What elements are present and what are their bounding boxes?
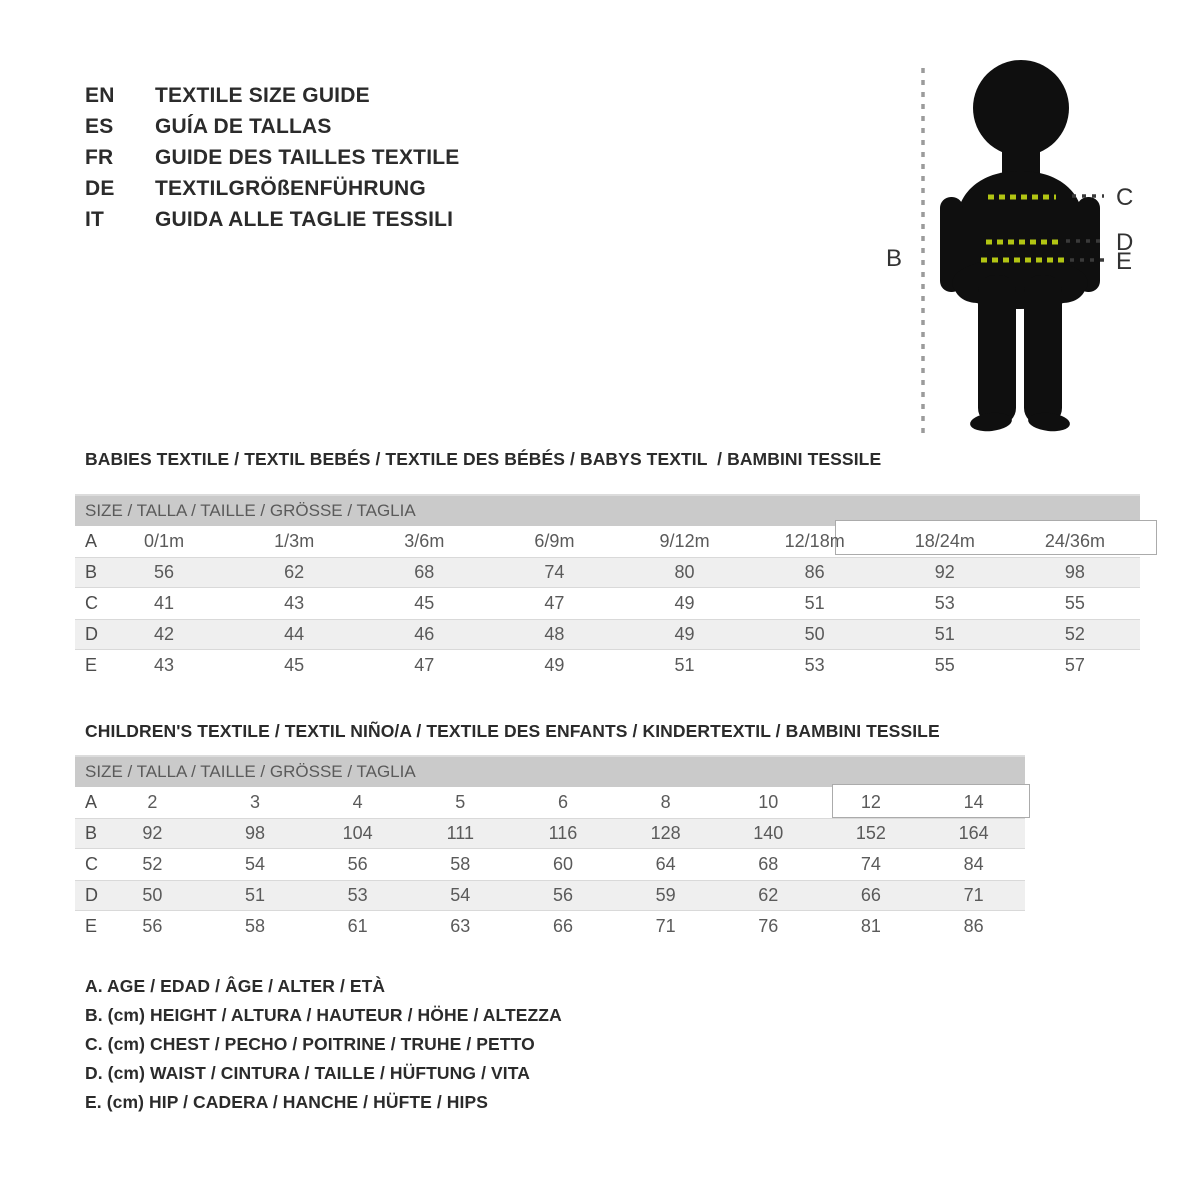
size-value-cell: 57 [1064, 655, 1085, 675]
size-value-cell: 80 [620, 557, 750, 588]
lang-row-it [85, 204, 459, 235]
size-value-cell: 76 [758, 916, 779, 936]
measurement-legend [85, 972, 562, 1117]
lang-title: TEXTILE SIZE GUIDE [155, 83, 370, 107]
table-row [75, 650, 1140, 681]
size-value-cell: 48 [489, 619, 619, 650]
legend-row: A. AGE / EDAD / ÂGE / ALTER / ETÀ [85, 976, 386, 996]
size-value-cell: 18/24m [914, 531, 975, 551]
size-value-cell: 74 [860, 854, 881, 874]
size-value-cell: 41 [154, 593, 175, 613]
size-header-cell: SIZE / TALLA / TAILLE / GRÖSSE / TAGLIA [75, 756, 1025, 787]
label-height-B: B [886, 245, 903, 272]
size-value-cell: 81 [860, 916, 881, 936]
child-silhouette-figure [860, 45, 1180, 445]
size-value-cell: 50 [750, 619, 880, 650]
size-value-cell: 66 [552, 916, 573, 936]
label-chest-C: C [1116, 184, 1134, 211]
size-value-cell: 140 [717, 818, 820, 849]
size-value-cell: 4 [352, 792, 363, 812]
size-value-cell: 53 [804, 655, 825, 675]
size-value-cell: 60 [552, 854, 573, 874]
size-value-cell: 52 [1010, 619, 1140, 650]
size-value-cell: 92 [101, 818, 204, 849]
size-value-cell: 84 [963, 854, 984, 874]
label-hip-E: E [1116, 248, 1133, 275]
size-value-cell: 56 [142, 916, 163, 936]
size-value-cell: 86 [963, 916, 984, 936]
size-value-cell: 45 [414, 593, 435, 613]
lang-row-es [85, 111, 459, 142]
size-value-cell: 3 [249, 792, 260, 812]
legend-row: B. (cm) HEIGHT / ALTURA / HAUTEUR / HÖHE / ALTEZZA [85, 1005, 562, 1025]
size-value-cell: 8 [660, 792, 671, 812]
size-value-cell: 61 [347, 916, 368, 936]
size-value-cell: 44 [229, 619, 359, 650]
table-row [75, 787, 1025, 818]
size-value-cell: 54 [244, 854, 265, 874]
table-row [75, 880, 1025, 911]
row-label: B [75, 557, 99, 588]
size-value-cell: 47 [544, 593, 565, 613]
language-title-list [85, 80, 459, 235]
table-row [75, 619, 1140, 650]
size-value-cell: 58 [450, 854, 471, 874]
size-value-cell: 51 [204, 880, 307, 911]
size-value-cell: 62 [717, 880, 820, 911]
children-table-title: CHILDREN'S TEXTILE / TEXTIL NIÑO/A / TEXTILE DES ENFANTS / KINDERTEXTIL / BAMBINI TESSILE [85, 721, 940, 741]
size-value-cell: 10 [758, 792, 779, 812]
size-value-cell: 55 [1064, 593, 1085, 613]
size-value-cell: 86 [750, 557, 880, 588]
size-value-cell: 55 [934, 655, 955, 675]
babies-table-title: BABIES TEXTILE / TEXTIL BEBÉS / TEXTILE DES BÉBÉS / BABYS TEXTIL / BAMBINI TESSILE [85, 449, 882, 469]
size-value-cell: 98 [204, 818, 307, 849]
size-value-cell: 5 [455, 792, 466, 812]
size-value-cell: 9/12m [659, 531, 710, 551]
size-value-cell: 12/18m [784, 531, 845, 551]
size-value-cell: 51 [880, 619, 1010, 650]
row-label: C [85, 854, 98, 874]
table-row [75, 849, 1025, 880]
row-label: A [85, 792, 98, 812]
size-value-cell: 71 [922, 880, 1025, 911]
lang-title: GUÍA DE TALLAS [155, 114, 332, 138]
size-value-cell: 12 [860, 792, 881, 812]
row-label: E [85, 916, 98, 936]
label-waist-D: D [1116, 229, 1134, 256]
size-value-cell: 6/9m [534, 531, 575, 551]
size-value-cell: 42 [99, 619, 229, 650]
size-value-cell: 56 [99, 557, 229, 588]
size-value-cell: 53 [306, 880, 409, 911]
lang-code: IT [85, 207, 105, 231]
size-value-cell: 52 [142, 854, 163, 874]
size-value-cell: 128 [614, 818, 717, 849]
size-value-cell: 51 [804, 593, 825, 613]
row-label: D [75, 880, 101, 911]
size-value-cell: 64 [655, 854, 676, 874]
table-row [75, 557, 1140, 588]
size-value-cell: 71 [655, 916, 676, 936]
size-value-cell: 56 [347, 854, 368, 874]
lang-code: FR [85, 145, 114, 169]
size-value-cell: 14 [963, 792, 984, 812]
table-header-row [75, 756, 1025, 787]
children-size-table [75, 755, 1025, 942]
table-row [75, 818, 1025, 849]
size-value-cell: 68 [758, 854, 779, 874]
size-value-cell: 50 [101, 880, 204, 911]
babies-size-table [75, 494, 1140, 681]
size-value-cell: 53 [934, 593, 955, 613]
size-value-cell: 3/6m [404, 531, 445, 551]
size-value-cell: 1/3m [274, 531, 315, 551]
size-value-cell: 58 [244, 916, 265, 936]
size-value-cell: 49 [620, 619, 750, 650]
child-silhouette [940, 60, 1100, 433]
table-row [75, 911, 1025, 942]
size-value-cell: 46 [359, 619, 489, 650]
size-value-cell: 43 [284, 593, 305, 613]
size-value-cell: 0/1m [144, 531, 185, 551]
size-value-cell: 116 [512, 818, 615, 849]
lang-title: TEXTILGRÖßENFÜHRUNG [155, 176, 426, 200]
lang-title: GUIDE DES TAILLES TEXTILE [155, 145, 460, 169]
lang-code: DE [85, 176, 115, 200]
lang-row-fr [85, 142, 459, 173]
lang-row-en [85, 80, 459, 111]
size-value-cell: 104 [306, 818, 409, 849]
size-value-cell: 74 [489, 557, 619, 588]
lang-title: GUIDA ALLE TAGLIE TESSILI [155, 207, 454, 231]
size-value-cell: 63 [450, 916, 471, 936]
size-value-cell: 2 [147, 792, 158, 812]
size-value-cell: 111 [409, 818, 512, 849]
size-value-cell: 62 [229, 557, 359, 588]
size-value-cell: 51 [674, 655, 695, 675]
size-value-cell: 66 [820, 880, 923, 911]
size-value-cell: 24/36m [1044, 531, 1105, 551]
size-value-cell: 152 [820, 818, 923, 849]
size-value-cell: 98 [1010, 557, 1140, 588]
size-value-cell: 56 [512, 880, 615, 911]
size-value-cell: 54 [409, 880, 512, 911]
legend-row: C. (cm) CHEST / PECHO / POITRINE / TRUHE / PETTO [85, 1034, 535, 1054]
lang-row-de [85, 173, 459, 204]
row-label: E [85, 655, 98, 675]
table-row [75, 588, 1140, 619]
size-value-cell: 164 [922, 818, 1025, 849]
row-label: B [75, 818, 101, 849]
size-value-cell: 59 [614, 880, 717, 911]
size-header-cell: SIZE / TALLA / TAILLE / GRÖSSE / TAGLIA [75, 495, 1140, 526]
row-label: A [85, 531, 98, 551]
table-row [75, 526, 1140, 557]
lang-code: ES [85, 114, 114, 138]
legend-row: E. (cm) HIP / CADERA / HANCHE / HÜFTE / HIPS [85, 1092, 489, 1112]
legend-row: D. (cm) WAIST / CINTURA / TAILLE / HÜFTUNG / VITA [85, 1063, 530, 1083]
size-value-cell: 45 [284, 655, 305, 675]
size-value-cell: 49 [674, 593, 695, 613]
size-value-cell: 43 [154, 655, 175, 675]
lang-code: EN [85, 83, 115, 107]
row-label: D [75, 619, 99, 650]
row-label: C [85, 593, 98, 613]
size-value-cell: 49 [544, 655, 565, 675]
size-value-cell: 92 [880, 557, 1010, 588]
size-value-cell: 68 [359, 557, 489, 588]
size-value-cell: 47 [414, 655, 435, 675]
size-value-cell: 6 [557, 792, 568, 812]
